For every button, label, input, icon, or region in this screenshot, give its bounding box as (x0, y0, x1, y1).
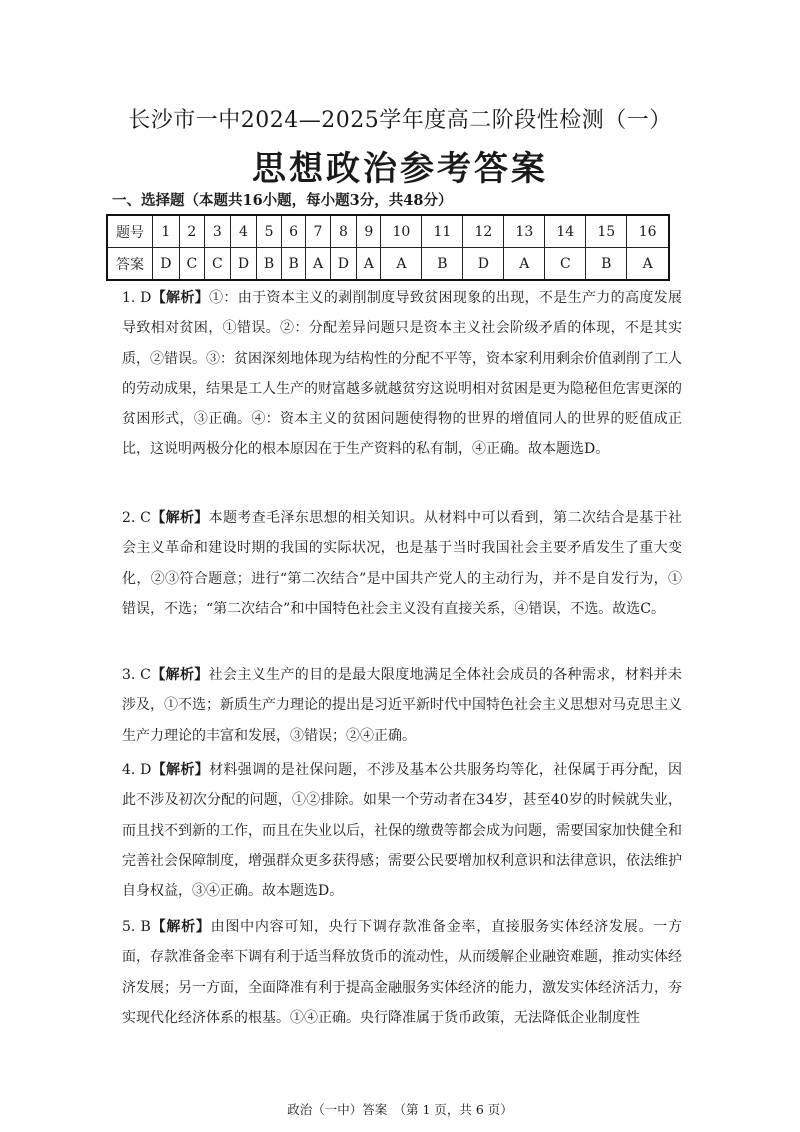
section-heading: 一、选择题（本题共16小题，每小题3分，共48分） (112, 192, 453, 209)
analysis-tag: 【解析】 (151, 762, 210, 778)
explanation-2 (122, 503, 682, 624)
question-number: 7 (306, 215, 330, 248)
question-number: 13 (504, 215, 545, 248)
answer-cell: A (381, 248, 422, 281)
explanation-number: 5. B (122, 919, 151, 935)
question-number: 5 (257, 215, 282, 248)
question-number: 14 (545, 215, 586, 248)
explanation-text: 社会主义生产的目的是最大限度地满足全体社会成员的各种需求，材料并未涉及，①不选；新质生产力理论的提出是习近平新时代中国特色社会主义思想对马克思主义生产力理论的丰富和发展，③错误；②④正确。 (122, 667, 682, 744)
question-number: 1 (153, 215, 180, 248)
question-number: 2 (179, 215, 205, 248)
explanation-number: 2. C (122, 510, 151, 526)
analysis-tag: 【解析】 (150, 667, 209, 683)
answer-cell: C (545, 248, 586, 281)
explanation-text: 材料强调的是社保问题，不涉及基本公共服务均等化，社保属于再分配，因此不涉及初次分配的问题，①②排除。如果一个劳动者在34岁，甚至40岁的时候就失业，而且找不到新的工作，而且在失业以后，社保的缴费等都会成为问题，需要国家加快健全和完善社会保障制度，增强群众更多获得感；需要公民要增加权利意识和法律意识，依法维护自身权益，③④正确。故本题选D。 (122, 762, 682, 900)
question-number: 11 (422, 215, 463, 248)
explanation-3 (122, 660, 682, 751)
question-number: 16 (627, 215, 669, 248)
row-label-answer: 答案 (107, 248, 153, 281)
analysis-tag: 【解析】 (150, 919, 211, 935)
explanation-4 (122, 755, 682, 906)
answer-cell: A (306, 248, 330, 281)
answer-cell: D (463, 248, 504, 281)
answer-cell: B (422, 248, 463, 281)
answer-cell: B (281, 248, 306, 281)
answer-cell: D (153, 248, 180, 281)
question-number: 3 (205, 215, 231, 248)
analysis-tag: 【解析】 (151, 290, 210, 306)
answer-cell: C (205, 248, 231, 281)
answer-cell: A (504, 248, 545, 281)
answer-cell: A (627, 248, 669, 281)
explanation-text: 本题考查毛泽东思想的相关知识。从材料中可以看到，第二次结合是基于社会主义革命和建设时期的我国的实际状况，也是基于当时我国社会主要矛盾发生了重大变化，②③符合题意；进行“第二次结合”是中国共产党人的主动行为，并不是自发行为，①错误，不选；“第二次结合”和中国特色社会主义没有直接关系，④错误，不选。故选C。 (122, 510, 682, 617)
question-number: 15 (586, 215, 627, 248)
answer-cell: D (330, 248, 357, 281)
answer-row (107, 248, 669, 281)
analysis-tag: 【解析】 (150, 510, 209, 526)
explanation-number: 4. D (122, 762, 152, 778)
answer-cell: A (357, 248, 381, 281)
page-footer: 政治（一中）答案 （第 1 页，共 6 页） (287, 1102, 513, 1117)
explanation-1 (122, 283, 682, 465)
explanation-text: 由图中内容可知，央行下调存款准备金率，直接服务实体经济发展。一方面，存款准备金率下调有利于适当释放货币的流动性，从而缓解企业融资难题，推动实体经济发展；另一方面，全面降准有利于提高金融服务实体经济的能力，激发实体经济活力，夯实现代化经济体系的根基。①④正确。央行降准属于货币政策，无法降低企业制度性 (122, 919, 683, 1026)
answer-table (106, 214, 670, 281)
exam-subtitle: 长沙市一中2024—2025学年度高二阶段性检测（一） (128, 108, 672, 133)
explanation-number: 1. D (122, 290, 152, 306)
question-number: 10 (381, 215, 422, 248)
question-number-row (107, 215, 669, 248)
question-number: 4 (230, 215, 257, 248)
question-number: 8 (330, 215, 357, 248)
explanation-number: 3. C (122, 667, 151, 683)
answer-cell: D (230, 248, 257, 281)
answer-cell: B (586, 248, 627, 281)
answer-cell: B (257, 248, 282, 281)
page-title: 思想政治参考答案 (252, 149, 548, 189)
question-number: 9 (357, 215, 381, 248)
answer-cell: C (179, 248, 205, 281)
question-number: 12 (463, 215, 504, 248)
explanation-5 (122, 912, 682, 1033)
question-number: 6 (281, 215, 306, 248)
row-label-number: 题号 (107, 215, 153, 248)
explanation-text: ①：由于资本主义的剥削制度导致贫困现象的出现，不是生产力的高度发展导致相对贫困，①错误。②：分配差异问题只是资本主义社会阶级矛盾的体现，不是其实质，②错误。③：贫困深刻地体现为结构性的分配不平等，资本家利用剩余价值剥削了工人的劳动成果，结果是工人生产的财富越多就越贫穷这说明相对贫困是更为隐秘但危害更深的贫困形式，③正确。④：资本主义的贫困问题使得物的世界的增值同人的世界的贬值成正比，这说明两极分化的根本原因在于生产资料的私有制，④正确。故本题选D。 (122, 290, 682, 458)
